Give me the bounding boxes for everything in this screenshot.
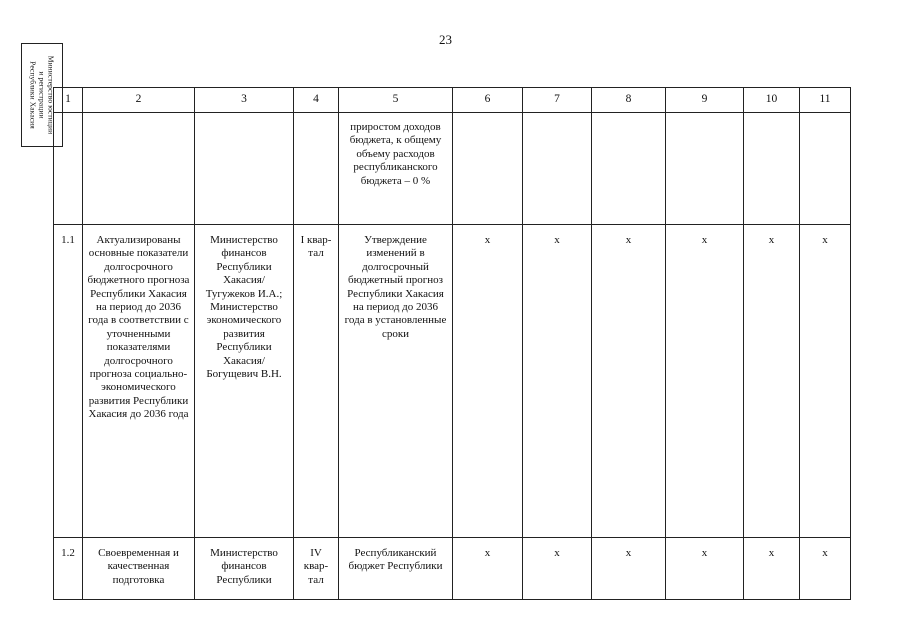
column-header: 10 <box>744 88 800 113</box>
column-header: 5 <box>339 88 453 113</box>
column-header: 3 <box>195 88 294 113</box>
column-header: 4 <box>294 88 339 113</box>
responsible-cell: Министерство финансов Республики Хакасия/ Тугужеков И.А.; Министерство экономического развития Республики Хакасия/ Богущевич В.Н. <box>195 225 294 538</box>
term-cell: I квар- тал <box>294 225 339 538</box>
value-cell <box>592 113 666 225</box>
value-cell: x <box>800 225 851 538</box>
value-cell <box>800 113 851 225</box>
column-header: 9 <box>666 88 744 113</box>
value-cell <box>744 113 800 225</box>
value-cell <box>523 113 592 225</box>
value-cell: x <box>592 225 666 538</box>
stamp-line: и регистрации <box>37 71 47 119</box>
row-number <box>54 113 83 225</box>
table-row <box>54 538 851 600</box>
table-row <box>54 225 851 538</box>
value-cell: x <box>453 538 523 600</box>
responsible-cell <box>195 113 294 225</box>
row-number: 1.1 <box>54 225 83 538</box>
value-cell <box>666 113 744 225</box>
table-row <box>54 113 851 225</box>
value-cell <box>453 113 523 225</box>
page-number: 23 <box>439 32 452 47</box>
column-header: 11 <box>800 88 851 113</box>
value-cell: x <box>523 538 592 600</box>
value-cell: x <box>744 538 800 600</box>
stamp-line: Министерство юстиции <box>46 55 56 135</box>
stamp-text <box>29 45 56 145</box>
column-header: 6 <box>453 88 523 113</box>
column-header: 8 <box>592 88 666 113</box>
row-number: 1.2 <box>54 538 83 600</box>
column-header: 2 <box>83 88 195 113</box>
event-cell <box>83 113 195 225</box>
event-cell: Актуализированы основные показатели долгосрочного бюджетного прогноза Республики Хакасия на период до 2036 года в соответствии с уточненными показателями долгосрочного прогноза социально-экономического развития Республики Хакасия до 2036 года <box>83 225 195 538</box>
result-cell: Республиканский бюджет Республики <box>339 538 453 600</box>
value-cell: x <box>453 225 523 538</box>
stamp-line: Республики Хакасия <box>28 61 38 129</box>
value-cell: x <box>800 538 851 600</box>
result-cell: приростом доходов бюджета, к общему объему расходов республиканского бюджета – 0 % <box>339 113 453 225</box>
column-header: 7 <box>523 88 592 113</box>
term-cell <box>294 113 339 225</box>
value-cell: x <box>744 225 800 538</box>
header-row <box>54 88 851 113</box>
event-cell: Своевременная и качественная подготовка <box>83 538 195 600</box>
responsible-cell: Министерство финансов Республики <box>195 538 294 600</box>
value-cell: x <box>592 538 666 600</box>
value-cell: x <box>666 225 744 538</box>
column-header: 1 <box>54 88 83 113</box>
value-cell: x <box>666 538 744 600</box>
plan-table <box>53 87 851 600</box>
term-cell: IV квар- тал <box>294 538 339 600</box>
result-cell: Утверждение изменений в долгосрочный бюджетный прогноз Республики Хакасия на период до 2036 года в установленные сроки <box>339 225 453 538</box>
value-cell: x <box>523 225 592 538</box>
